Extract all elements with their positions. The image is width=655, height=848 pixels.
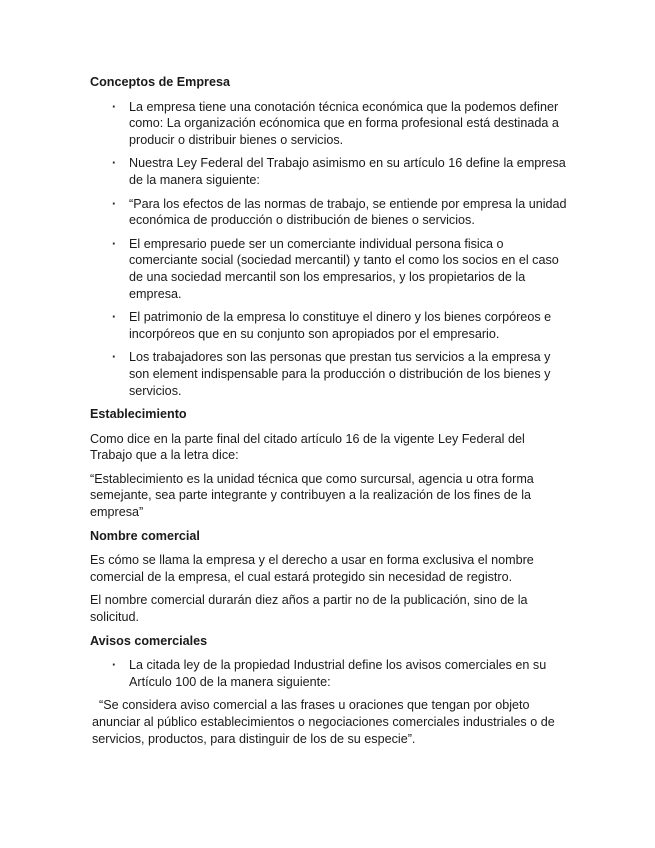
bullet-item xyxy=(90,196,570,229)
bullet-text: El patrimonio de la empresa lo constituye el dinero y los bienes corpóreos e incorpóreos que en su conjunto son apropiados por el empresario. xyxy=(129,310,552,341)
avisos-quote: “Se considera aviso comercial a las frases u oraciones que tengan por objeto anunciar al público establecimientos o negociaciones comerciales industriales o de servicios, productos, para distinguir de los de su especie”. xyxy=(92,698,559,746)
heading-nombre-comercial: Nombre comercial xyxy=(90,528,200,543)
bullet-text: La citada ley de la propiedad Industrial define los avisos comerciales en su Artículo 100 de la manera siguiente: xyxy=(129,658,547,689)
nombre-paragraph-1: Es cómo se llama la empresa y el derecho a usar en forma exclusiva el nombre comercial de la empresa, el cual estará protegido sin necesidad de registro. xyxy=(90,553,534,584)
bullet-text: El empresario puede ser un comerciante individual persona fisica o comerciante social (sociedad mercantil) y tanto el como los socios en el caso de una sociedad mercantil son los empresarios, y los propietarios de la empresa. xyxy=(129,236,559,301)
bullet-item xyxy=(90,349,570,399)
bullet-text: Los trabajadores son las personas que prestan tus servicios a la empresa y son element indispensable para la producción o distribución de los bienes y servicios. xyxy=(129,350,551,398)
bullet-item xyxy=(90,155,570,188)
bullet-icon: · xyxy=(112,350,117,365)
heading-avisos-comerciales: Avisos comerciales xyxy=(90,633,208,648)
bullet-icon: · xyxy=(112,658,117,673)
bullet-item xyxy=(90,657,570,690)
bullet-text: Nuestra Ley Federal del Trabajo asimismo en su artículo 16 define la empresa de la manera siguiente: xyxy=(129,156,566,187)
bullet-item xyxy=(90,309,570,342)
document-page xyxy=(90,74,570,754)
heading-conceptos-de-empresa: Conceptos de Empresa xyxy=(90,75,230,89)
establecimiento-quote: “Establecimiento es la unidad técnica que como surcursal, agencia u otra forma semejante, sea parte integrante y contribuyen a la realización de los fines de la empresa” xyxy=(90,471,534,520)
bullet-item xyxy=(90,99,570,149)
bullet-icon: · xyxy=(112,156,117,171)
bullet-icon: · xyxy=(112,196,117,211)
bullet-icon: · xyxy=(112,310,117,325)
establecimiento-intro: Como dice en la parte final del citado artículo 16 de la vigente Ley Federal del Trabajo que a la letra dice: xyxy=(90,431,525,463)
conceptos-bullet-list xyxy=(90,99,570,400)
bullet-text: “Para los efectos de las normas de trabajo, se entiende por empresa la unidad económica de producción o distribución de bienes o servicios. xyxy=(129,196,567,228)
bullet-icon: · xyxy=(112,99,117,114)
avisos-bullet-list xyxy=(90,657,570,690)
heading-establecimiento: Establecimiento xyxy=(90,407,187,422)
nombre-paragraph-2: El nombre comercial durarán diez años a partir no de la publicación, sino de la solicitud. xyxy=(90,593,528,625)
bullet-icon: · xyxy=(112,236,117,251)
bullet-item xyxy=(90,236,570,302)
bullet-text: La empresa tiene una conotación técnica económica que la podemos definer como: La organización ecónomica que en forma profesional está destinada a producir o distribuir bienes o servicios. xyxy=(129,99,559,147)
